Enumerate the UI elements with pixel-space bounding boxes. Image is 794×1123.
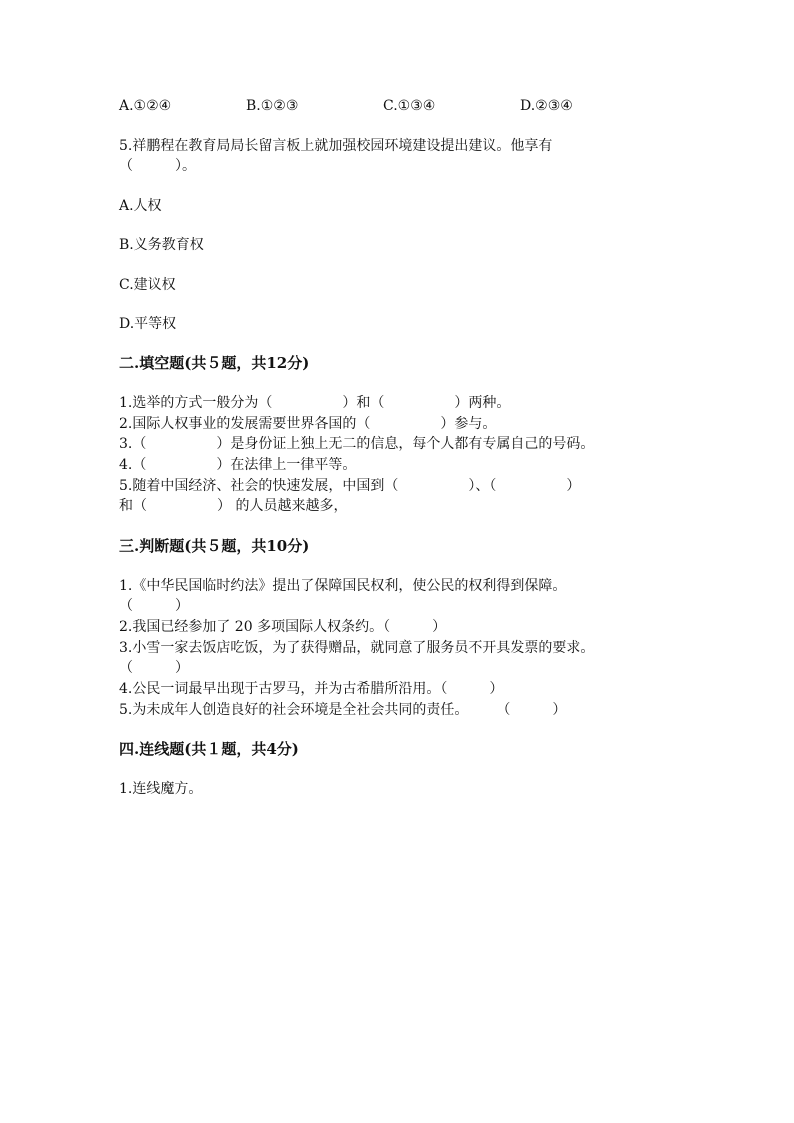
q4-option-b: B.①②③ [246,98,299,114]
match-item: 1.连线魔方。 [119,781,203,797]
section-3-heading: 三.判断题(共５题，共10分) [119,537,310,555]
judge-item-blank: （ ） [119,598,189,614]
q5-option-c: C.建议权 [119,277,176,293]
q5-option-a: A.人权 [119,198,162,214]
fill-item: 3.（ ）是身份证上独上无二的信息，每个人都有专属自己的号码。 [119,436,595,452]
judge-item: 5.为未成年人创造良好的社会环境是全社会共同的责任。 （ ） [119,702,567,718]
q5-option-b: B.义务教育权 [119,237,204,253]
fill-item: 1.选举的方式一般分为（ ）和（ ）两种。 [119,395,511,411]
judge-item: 1.《中华民国临时约法》提出了保障国民权利，使公民的权利得到保障。 [119,578,567,594]
q5-stem: 5.祥鹏程在教育局局长留言板上就加强校园环境建设提出建议。他享有 [119,138,553,154]
q5-blank: （ ）。 [119,158,196,174]
section-4-heading: 四.连线题(共１题，共4分) [119,740,299,758]
q4-option-c: C.①③④ [383,98,436,114]
section-2-heading: 二.填空题(共５题，共12分) [119,354,310,372]
fill-item-continued: 和（ ） 的人员越来越多， [119,498,348,514]
fill-item: 2.国际人权事业的发展需要世界各国的（ ）参与。 [119,416,497,432]
judge-item-blank: （ ） [119,660,189,676]
judge-item: 2.我国已经参加了 20 多项国际人权条约。（ ） [119,619,447,635]
q4-option-a: A.①②④ [119,98,172,114]
judge-item: 3.小雪一家去饭店吃饭，为了获得赠品，就同意了服务员不开具发票的要求。 [119,640,595,656]
judge-item: 4.公民一词最早出现于古罗马，并为古希腊所沿用。（ ） [119,681,504,697]
fill-item: 4.（ ）在法律上一律平等。 [119,457,357,473]
q5-option-d: D.平等权 [119,316,177,332]
q4-option-d: D.②③④ [520,98,573,114]
fill-item: 5.随着中国经济、社会的快速发展，中国到（ ）、（ ） [119,478,581,494]
